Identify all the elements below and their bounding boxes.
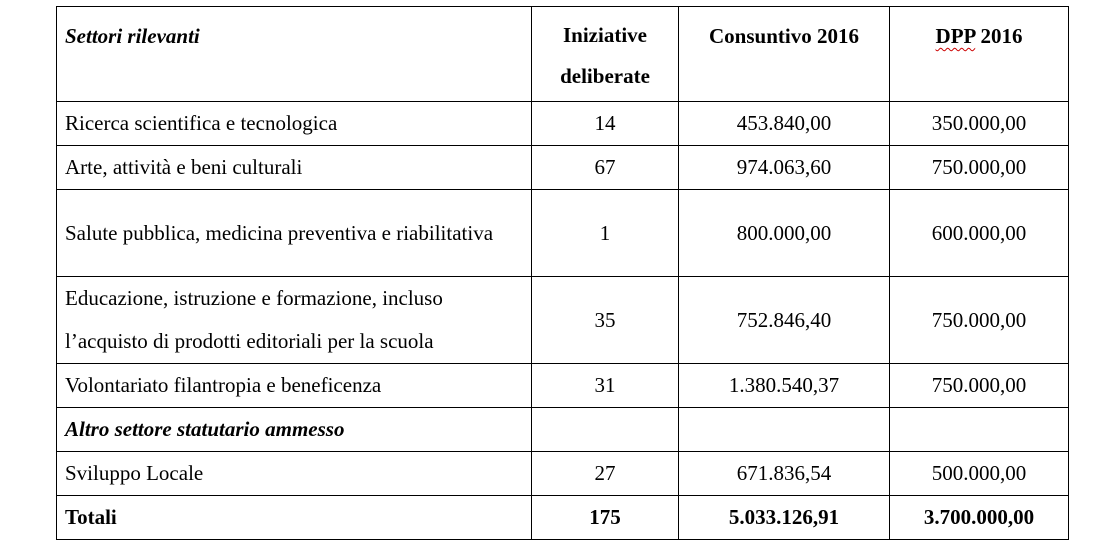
sector-budget-table xyxy=(56,6,1069,540)
section-row-other xyxy=(57,408,1069,452)
row-dpp: 750.000,00 xyxy=(890,277,1069,364)
table-row xyxy=(57,277,1069,364)
row-consuntivo: 1.380.540,37 xyxy=(679,364,890,408)
row-dpp: 600.000,00 xyxy=(890,190,1069,277)
totals-initiatives: 175 xyxy=(532,496,679,540)
header-consuntivo: Consuntivo 2016 xyxy=(679,7,890,102)
section-empty-cell xyxy=(890,408,1069,452)
header-dpp xyxy=(890,7,1069,102)
row-consuntivo: 800.000,00 xyxy=(679,190,890,277)
row-initiatives: 67 xyxy=(532,146,679,190)
row-sector: Salute pubblica, medicina preventiva e riabilitativa xyxy=(57,190,532,277)
header-dpp-prefix: DPP xyxy=(935,24,976,48)
header-initiatives-line2: deliberate xyxy=(560,64,650,88)
table-header-row xyxy=(57,7,1069,102)
table-row xyxy=(57,452,1069,496)
row-initiatives: 27 xyxy=(532,452,679,496)
row-initiatives: 1 xyxy=(532,190,679,277)
table-row xyxy=(57,102,1069,146)
row-sector: Ricerca scientifica e tecnologica xyxy=(57,102,532,146)
header-sector: Settori rilevanti xyxy=(57,7,532,102)
row-consuntivo: 453.840,00 xyxy=(679,102,890,146)
totals-dpp: 3.700.000,00 xyxy=(890,496,1069,540)
table-row xyxy=(57,146,1069,190)
totals-row xyxy=(57,496,1069,540)
row-dpp: 750.000,00 xyxy=(890,364,1069,408)
row-sector: Educazione, istruzione e formazione, incluso l’acquisto di prodotti editoriali per la scuola xyxy=(57,277,532,364)
header-dpp-year: 2016 xyxy=(975,24,1023,48)
table-row xyxy=(57,190,1069,277)
row-dpp: 500.000,00 xyxy=(890,452,1069,496)
section-empty-cell xyxy=(679,408,890,452)
row-initiatives: 14 xyxy=(532,102,679,146)
row-sector: Arte, attività e beni culturali xyxy=(57,146,532,190)
header-initiatives-line1: Iniziative xyxy=(563,23,647,47)
row-sector: Sviluppo Locale xyxy=(57,452,532,496)
header-initiatives xyxy=(532,7,679,102)
table-row xyxy=(57,364,1069,408)
row-dpp: 750.000,00 xyxy=(890,146,1069,190)
row-initiatives: 31 xyxy=(532,364,679,408)
section-other-label: Altro settore statutario ammesso xyxy=(57,408,532,452)
row-consuntivo: 752.846,40 xyxy=(679,277,890,364)
row-consuntivo: 671.836,54 xyxy=(679,452,890,496)
row-initiatives: 35 xyxy=(532,277,679,364)
row-sector: Volontariato filantropia e beneficenza xyxy=(57,364,532,408)
row-dpp: 350.000,00 xyxy=(890,102,1069,146)
totals-consuntivo: 5.033.126,91 xyxy=(679,496,890,540)
section-empty-cell xyxy=(532,408,679,452)
row-consuntivo: 974.063,60 xyxy=(679,146,890,190)
totals-label: Totali xyxy=(57,496,532,540)
